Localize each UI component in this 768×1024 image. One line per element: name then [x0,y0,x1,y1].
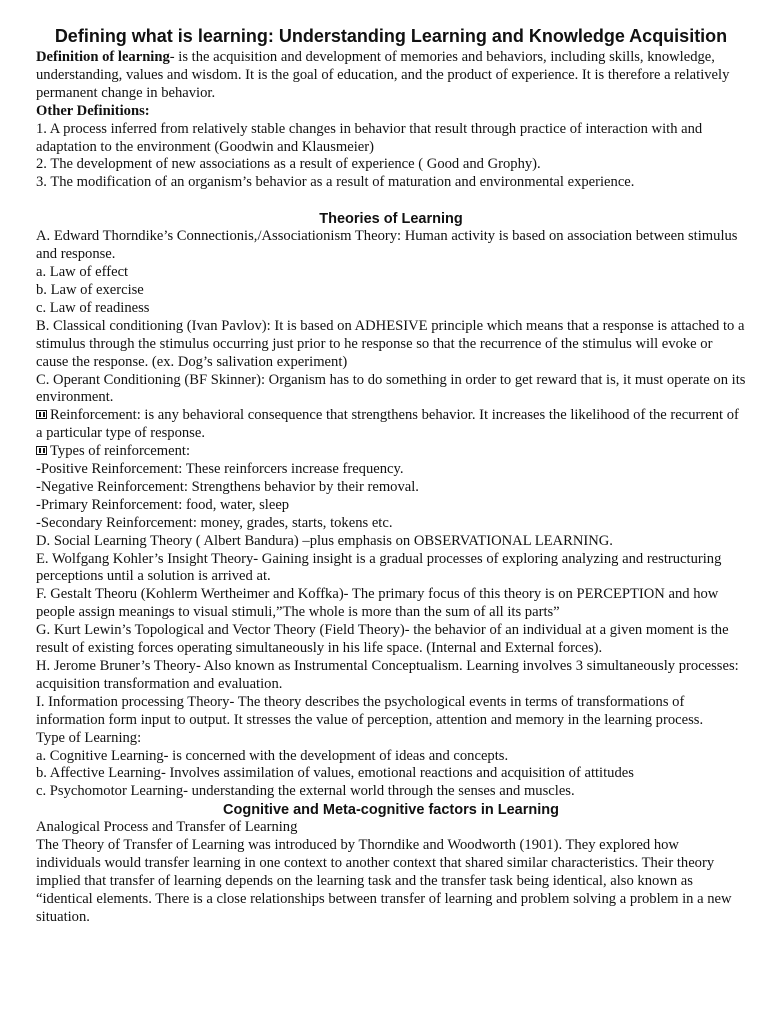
theory-item: H. Jerome Bruner’s Theory- Also known as Instrumental Conceptualism. Learning involves 3 simultaneously processes: acquisition transformation and evaluation. [36,658,739,692]
definition-paragraph [36,49,746,103]
theory-item: F. Gestalt Theoru (Kohlerm Wertheimer and Koffka)- The primary focus of this theory is on PERCEPTION and how people assign meanings to visual stimuli,”The whole is more than the sum of all its parts” [36,586,719,621]
classical-conditioning-paragraph: B. Classical conditioning (Ivan Pavlov): It is based on ADHESIVE principle which means that a response is attached to a stimulus through the stimulus occurring just prior to he response so that the recurrence of the stimulus will evoke or cause the response. (ex. Dog’s salivation experiment) [36,317,745,370]
reinforcement-paragraph: Reinforcement: is any behavioral consequence that strengthens behavior. It increases the likelihood of the recurrent of a particular type of response. [36,407,739,442]
cognitive-subheading: Analogical Process and Transfer of Learning [36,819,298,836]
operant-conditioning-paragraph: C. Operant Conditioning (BF Skinner): Organism has to do something in order to get reward that is, it must operate on its environment. [36,371,746,406]
theory-item: I. Information processing Theory- The theory describes the psychological events in terms of transformations of information form input to output. It stresses the value of perception, attention and memory in the learning process. [36,693,704,728]
learning-type-item: c. Psychomotor Learning- understanding the external world through the senses and muscles. [36,783,575,800]
cognitive-heading: Cognitive and Meta-cognitive factors in Learning [223,802,559,819]
theory-item: D. Social Learning Theory ( Albert Bandura) –plus emphasis on OBSERVATIONAL LEARNING. [36,532,613,549]
other-definition-item: 3. The modification of an organism’s behavior as a result of maturation and environmental experience. [36,174,635,191]
theory-item: E. Wolfgang Kohler’s Insight Theory- Gaining insight is a gradual processes of exploring analyzing and restructuring perceptions until a solution is arrived at. [36,550,722,585]
page-title: Defining what is learning: Understanding Learning and Knowledge Acquisition [54,26,728,46]
reinforcement-type-item: -Secondary Reinforcement: money, grades, starts, tokens etc. [36,514,393,531]
law-item: a. Law of effect [36,264,129,281]
reinforcement-type-item: -Positive Reinforcement: These reinforcers increase frequency. [36,461,404,478]
learning-type-item: b. Affective Learning- Involves assimilation of values, emotional reactions and acquisition of attitudes [36,765,634,782]
transfer-of-learning-paragraph: The Theory of Transfer of Learning was introduced by Thorndike and Woodworth (1901). They explored how individuals would transfer learning in one context to another context that shared similar characteristics. Their theory implied that transfer of learning depends on the learning task and the transfer task being identical, also known as “identical elements. There is a close relationships between transfer of learning and problem solving a problem in a new situation. [36,837,732,925]
law-item: b. Law of exercise [36,281,144,298]
definition-text: - is the acquisition and development of memories and behaviors, including skills, knowledge, understanding, values and wisdom. It is the goal of education, and the product of experience. It is therefore a relatively permanent change in behavior. [36,49,730,101]
type-of-learning-label: Type of Learning: [36,729,142,746]
types-label: Types of reinforcement: [36,443,746,461]
bullet-icon [36,446,47,455]
law-item: c. Law of readiness [36,299,150,316]
bullet-icon [36,410,47,419]
reinforcement-type-item: -Negative Reinforcement: Strengthens behavior by their removal. [36,478,419,495]
other-definition-item: 1. A process inferred from relatively stable changes in behavior that result through practice of interaction with and adaptation to the environment (Goodwin and Klausmeier) [36,120,703,155]
other-definition-item: 2. The development of new associations as a result of experience ( Good and Grophy). [36,156,541,173]
reinforcement-type-item: -Primary Reinforcement: food, water, sleep [36,496,290,513]
thorndike-paragraph: A. Edward Thorndike’s Connectionis,/Associationism Theory: Human activity is based on association between stimulus and response. [36,228,738,263]
other-definitions-label: Other Definitions: [36,102,150,119]
section-gap [36,192,746,210]
theory-item: G. Kurt Lewin’s Topological and Vector Theory (Field Theory)- the behavior of an individual at a given moment is the result of existing forces operating simultaneously in his life space. (Internal and External forces). [36,622,729,657]
learning-type-item: a. Cognitive Learning- is concerned with the development of ideas and concepts. [36,747,509,764]
definition-label: Definition of learning [36,49,170,65]
theories-heading: Theories of Learning [319,211,463,228]
